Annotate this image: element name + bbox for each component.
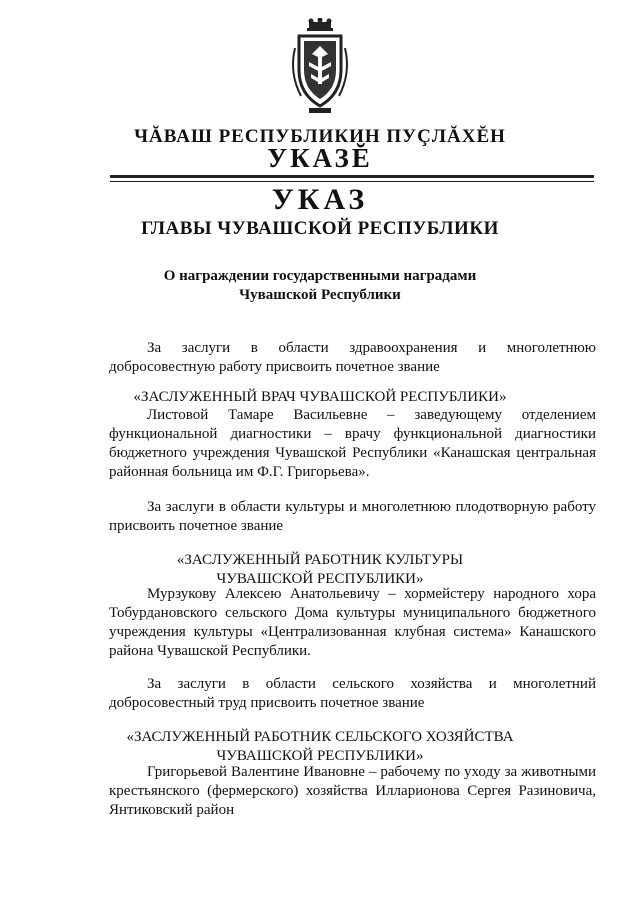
award-title-line: «ЗАСЛУЖЕННЫЙ ВРАЧ ЧУВАШСКОЙ РЕСПУБЛИКИ» [133, 389, 507, 405]
award-title [0, 551, 640, 589]
chuvash-header-line: ЧĂВАШ РЕСПУБЛИКИН ПУÇЛĂХĔН [134, 126, 506, 147]
award-title-line: «ЗАСЛУЖЕННЫЙ РАБОТНИК КУЛЬТУРЫ [176, 552, 464, 568]
award-title-line: ЧУВАШСКОЙ РЕСПУБЛИКИ» [216, 571, 424, 587]
header-divider-thick [110, 175, 594, 178]
recipient-text: Листовой Тамаре Васильевне – заведующему отделением функциональной диагностики – врачу функциональной диагностики бюджетного учреждения Чувашской Республики «Канашская центральная районная больница им Ф.Г. Григорьева». [109, 407, 596, 480]
section-intro: За заслуги в области сельского хозяйства и многолетний добросовестный труд присвоить почетное звание [109, 676, 596, 711]
recipient-text: Григорьевой Валентине Ивановне – рабочему по уходу за животными крестьянского (фермерского) хозяйства Илларионова Сергея Разиновича, Янтиковский район [109, 764, 596, 818]
section-intro: За заслуги в области культуры и многолетнюю плодотворную работу присвоить почетное звание [109, 499, 596, 534]
document-title-line: О награждении государственными наградами [163, 268, 477, 284]
award-title [0, 388, 640, 407]
chuvash-decree-title: УКАЗĔ [267, 143, 373, 173]
section-intro: За заслуги в области здравоохранения и многолетнюю добросовестную работу присвоить почетное звание [109, 340, 596, 375]
award-title-line: «ЗАСЛУЖЕННЫЙ РАБОТНИК СЕЛЬСКОГО ХОЗЯЙСТВА [126, 729, 514, 745]
decree-subtitle: ГЛАВЫ ЧУВАШСКОЙ РЕСПУБЛИКИ [141, 218, 499, 239]
award-title-line: ЧУВАШСКОЙ РЕСПУБЛИКИ» [216, 748, 424, 764]
header-divider-thin [110, 181, 594, 182]
recipient-text: Мурзукову Алексею Анатольевичу – хормейстеру народного хора Тобурдановского сельского Дома культуры муниципального бюджетного учреждения культуры «Централизованная клубная система» Канашского района Чувашской Республики. [109, 586, 596, 659]
document-title [0, 267, 640, 305]
coat-of-arms-emblem [287, 18, 353, 118]
document-title-line: Чувашской Республики [239, 287, 401, 303]
award-title [0, 728, 640, 766]
decree-title: УКАЗ [271, 183, 369, 216]
